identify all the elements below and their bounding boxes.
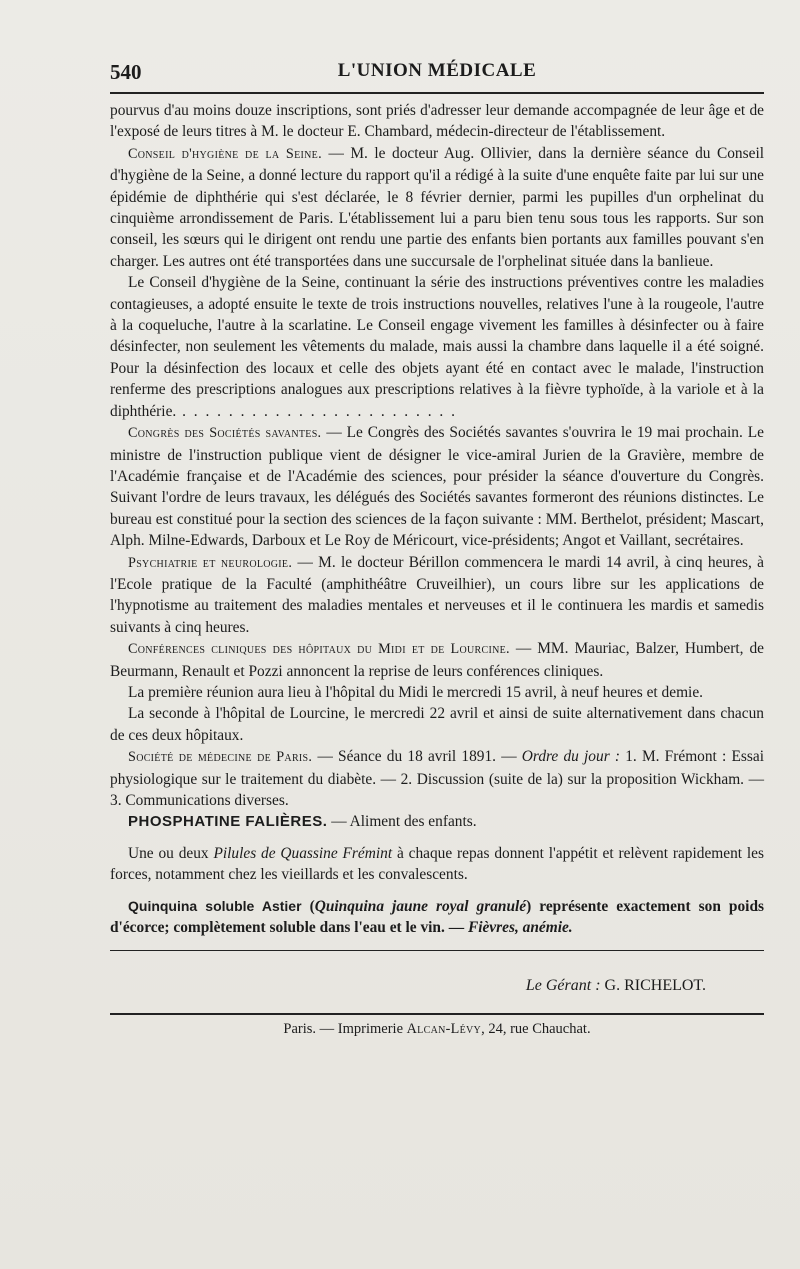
ad-pilules-text-a: Une ou deux [128,844,214,862]
journal-title: L'UNION MÉDICALE [337,60,537,81]
ad-quinquina-name: Quinquina jaune royal granulé [314,897,527,915]
congres-text: — Le Congrès des Sociétés savantes s'ouvrira le 19 mai prochain. Le ministre de l'instruction publique vient de désigner le vice-amiral Jurien de la Gravière, membre de l'Académie française et de l'Académie des sciences, pour présider la séance d'ouverture du Congrès. Suivant l'ordre de leurs travaux, les délégués des Sociétés savantes formeront des réunions distinctes. Le bureau est constitué pour la section des sciences de la façon suivante : MM. Berthelot, président; Mascart, Alph. Milne-Edwards, Darboux et Le Roy de Méricourt, vice-présidents; Angot et Vaillant, secrétaires. [110,424,764,550]
gerant-signature [526,977,706,995]
ordre-du-jour: Ordre du jour : [521,748,621,766]
paragraph-societe-medecine [110,746,764,811]
conferences-text: — MM. Mauriac, Balzer, Humbert, de Beurmann, Renault et Pozzi annoncent la reprise de leurs conférences cliniques. [110,640,764,680]
imprint-text-a: Paris. — Imprimerie [283,1021,407,1038]
paragraph-conferences [110,638,764,682]
imprint-printer-name: Alcan-Lévy [406,1021,482,1038]
section-title-psychiatrie: Psychiatrie et neurologie. [128,554,293,571]
hygiene-text: — M. le docteur Aug. Ollivier, dans la dernière séance du Conseil d'hygiène de la Seine, a donné lecture du rapport qu'il a rédigé à la suite d'une enquête faite par lui sur une épidémie de diphthérie qui s'est déclarée, le 8 février dernier, parmi les pupilles d'un orphelinat du cinquième arrondissement de Paris. L'établissement lui a paru bien tenu sous tous les rapports. Sur son conseil, les sœurs qui le dirigent ont rendu une partie des enfants bien portants aux familles pouvant s'en charger. Les autres ont été transportées dans une succursale de l'orphelinat située dans la banlieue. [110,144,764,270]
paragraph-psychiatrie [110,552,764,639]
section-title-hygiene: Conseil d'hygiène de la Seine. [128,145,322,162]
gerant-name: G. RICHELOT. [600,977,706,995]
ad-quinquina [110,896,764,939]
section-title-societe: Société de médecine de Paris. [128,749,313,766]
ad-pilules [110,843,764,886]
paragraph-hygiene [110,143,764,272]
societe-text-a: — Séance du 18 avril 1891. — [312,748,522,766]
paragraph-conferences-midi: La première réunion aura lieu à l'hôpital du Midi le mercredi 15 avril, à neuf heures et demie. [128,683,703,701]
paragraph-conferences-lourcine: La seconde à l'hôpital de Lourcine, le mercredi 22 avril et ainsi de suite alternativement dans chacun de ces deux hôpitaux. [110,705,764,744]
page-footer [110,951,764,1047]
societe-text-b: 1. M. Frémont : Essai physiologique sur le traitement du diabète. — 2. Discussion (suite de la) sur la proposition Wickham. — 3. Communications diverses. [110,748,764,809]
page-header [110,58,764,94]
ad-quinquina-brand: Quinquina soluble Astier [128,897,302,914]
ad-pilules-text-b: à chaque repas donnent l'appétit et relèvent rapidement les forces, notamment chez les vieillards et les convalescents. [110,844,764,884]
printer-imprint [110,1021,764,1038]
ad-phosphatine-title: PHOSPHATINE FALIÈRES. [128,813,328,831]
page-number: 540 [110,60,142,84]
gerant-label: Le Gérant : [525,977,601,995]
ad-quinquina-text-b: ) représente exactement son poids d'écorce; complètement soluble dans l'eau et le vin. — [110,897,765,937]
paragraph-admission: pourvus d'au moins douze inscriptions, sont priés d'adresser leur demande accompagnée de leur âge et de l'exposé de leurs titres à M. le docteur E. Chambard, médecin-directeur de l'établissement. [110,102,764,141]
imprint-text-b: , 24, rue Chauchat. [481,1021,591,1038]
article-body [110,100,764,938]
psychiatrie-text: — M. le docteur Bérillon commencera le mardi 14 avril, à cinq heures, à l'Ecole pratique de la Faculté (amphithéâtre Cruveilhier), un cours libre sur les applications de l'hypnotisme au traitement des maladies mentales et nerveuses et il le continuera les mardis et samedis suivants à cinq heures. [110,553,764,636]
ad-quinquina-indications: Fièvres, anémie. [467,919,573,937]
ad-phosphatine-text: — Aliment des enfants. [327,813,477,831]
section-title-conferences: Conférences cliniques des hôpitaux du Midi et de Lourcine. [128,641,510,658]
paragraph-hygiene-instructions [110,272,764,422]
ad-phosphatine [110,811,764,832]
ad-pilules-name: Pilules de Quassine Frémint [213,844,393,862]
paragraph-congres [110,422,764,551]
footer-rule [110,1013,764,1015]
hygiene-instructions-text: Le Conseil d'hygiène de la Seine, continuant la série des instructions préventives contre les maladies contagieuses, a adopté ensuite le texte de trois instructions nouvelles, relatives l'une à la rougeole, l'autre à la coqueluche, l'autre à la scarlatine. Le Conseil engage vivement les familles à désinfecter ou à faire désinfecter, non seulement les vêtements du malade, mais aussi la chambre dans laquelle il a été soigné. Pour la désinfection des locaux et celle des objets ayant été en contact avec le malade, l'instruction renferme des prescriptions analogues aux prescriptions relatives à la fièvre typhoïde, à la variole et à la diphthérie. [110,274,764,420]
section-title-congres: Congrès des Sociétés savantes. [128,425,322,442]
ad-quinquina-text-a: ( [301,897,315,915]
leader-dots: . . . . . . . . . . . . . . . . . . . . . . . . [176,402,457,420]
